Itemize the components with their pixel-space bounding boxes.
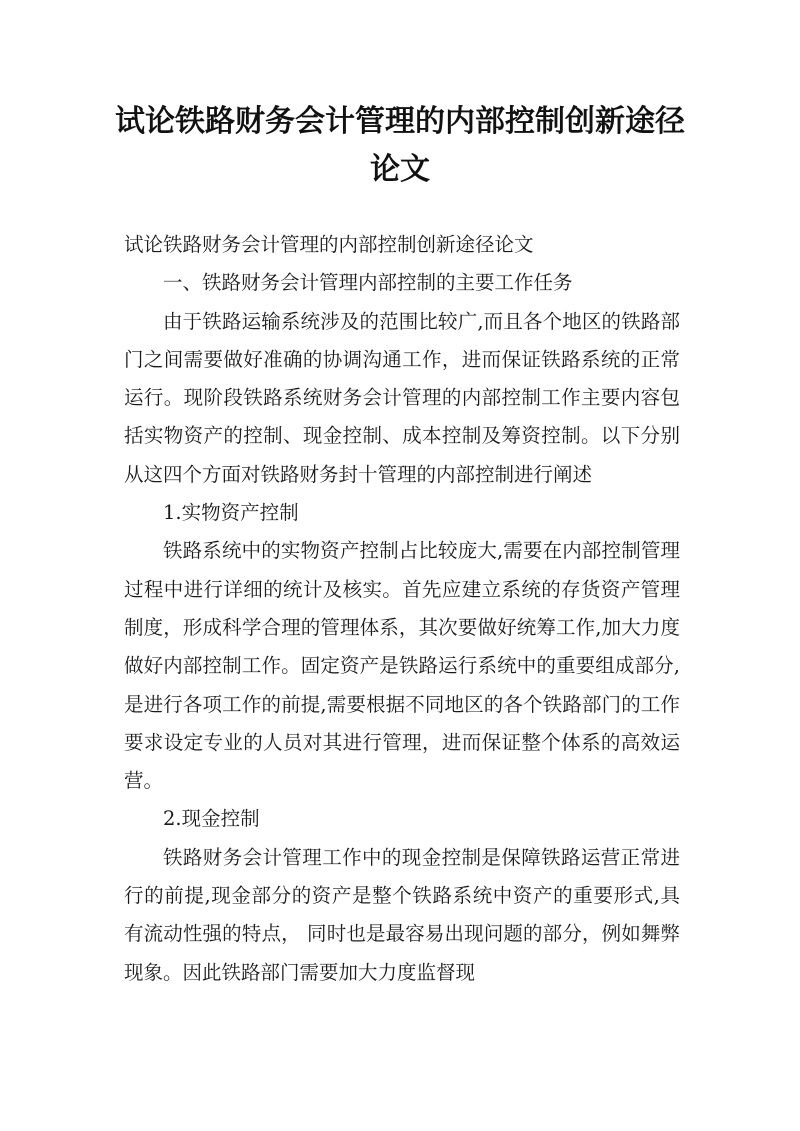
subheading-physical-assets: 1.实物资产控制 xyxy=(163,501,299,525)
section-heading-main-tasks: 一、铁路财务会计管理内部控制的主要工作任务 xyxy=(163,271,573,295)
paragraph-cash-control: 铁路财务会计管理工作中的现金控制是保障铁路运营正常进行的前提,现金部分的资产是整个铁路系统中资产的重要形式,具有流动性强的特点， 同时也是最容易出现问题的部分，例如舞弊现象。因此铁路部门需要加大力度监督现 xyxy=(124,845,680,984)
paragraph-intro: 由于铁路运输系统涉及的范围比较广,而且各个地区的铁路部门之间需要做好准确的协调沟通工作，进而保证铁路系统的正常运行。现阶段铁路系统财务会计管理的内部控制工作主要内容包括实物资产的控制、现金控制、成本控制及筹资控制。以下分别从这四个方面对铁路财务封十管理的内部控制进行阐述 xyxy=(124,309,680,486)
subheading-cash-control: 2.现金控制 xyxy=(163,807,260,831)
paragraph-repeated-title: 试论铁路财务会计管理的内部控制创新途径论文 xyxy=(124,233,534,256)
document-body xyxy=(124,226,680,992)
document-title: 试论铁路财务会计管理的内部控制创新途径论文 xyxy=(115,104,685,187)
paragraph-physical-assets: 铁路系统中的实物资产控制占比较庞大,需要在内部控制管理过程中进行详细的统计及核实。首先应建立系统的存货资产管理制度，形成科学合理的管理体系，其次要做好统筹工作,加大力度做好内部控制工作。固定资产是铁路运行系统中的重要组成部分,是进行各项工作的前提,需要根据不同地区的各个铁路部门的工作要求设定专业的人员对其进行管理，进而保证整个体系的高效运营。 xyxy=(124,539,680,793)
